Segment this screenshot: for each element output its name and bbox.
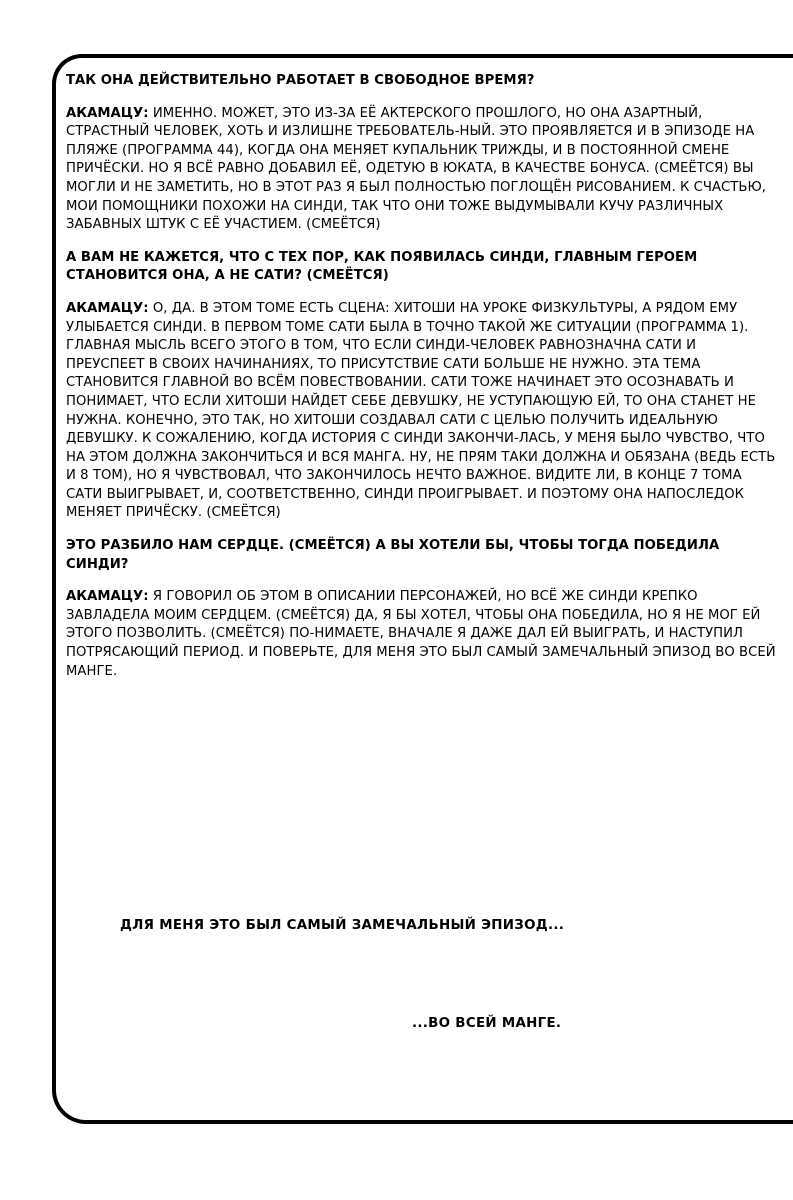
caption-first: ДЛЯ МЕНЯ ЭТО БЫЛ САМЫЙ ЗАМЕЧАЛЬНЫЙ ЭПИЗОД... <box>120 918 565 933</box>
answer-2 <box>66 300 778 523</box>
question-3: ЭТО РАЗБИЛО НАМ СЕРДЦЕ. (СМЕЁТСЯ) А ВЫ ХОТЕЛИ БЫ, ЧТОБЫ ТОГДА ПОБЕДИЛА СИНДИ? <box>66 538 720 572</box>
answer-3 <box>66 588 778 681</box>
answer-1-text: ИМЕННО. МОЖЕТ, ЭТО ИЗ-ЗА ЕЁ АКТЕРСКОГО ПРОШЛОГО, НО ОНА АЗАРТНЫЙ, СТРАСТНЫЙ ЧЕЛОВЕК, ХОТЬ И ИЗЛИШНЕ ТРЕБОВАТЕЛЬ-НЫЙ. ЭТО ПРОЯВЛЯЕТСЯ И В ЭПИЗОДЕ НА ПЛЯЖЕ (ПРОГРАММА 44), КОГДА ОНА МЕНЯЕТ КУПАЛЬНИК ТРИЖДЫ, И В ПОСТОЯННОЙ СМЕНЕ ПРИЧЁСКИ. НО Я ВСЁ РАВНО ДОБАВИЛ ЕЁ, ОДЕТУЮ В ЮКАТА, В КАЧЕСТВЕ БОНУСА. (СМЕЁТСЯ) ВЫ МОГЛИ И НЕ ЗАМЕТИТЬ, НО В ЭТОТ РАЗ Я БЫЛ ПОЛНОСТЬЮ ПОГЛОЩЁН РИСОВАНИЕМ. К СЧАСТЬЮ, МОИ ПОМОЩНИКИ ПОХОЖИ НА СИНДИ, ТАК ЧТО ОНИ ТОЖЕ ВЫДУМЫВАЛИ КУЧУ РАЗЛИЧНЫХ ЗАБАВНЫХ ШТУК С ЕЁ УЧАСТИЕМ. (СМЕЁТСЯ) <box>66 105 767 233</box>
speaker-label: АКАМАЦУ: <box>66 105 149 121</box>
answer-1 <box>66 105 778 235</box>
answer-2-text: О, ДА. В ЭТОМ ТОМЕ ЕСТЬ СЦЕНА: ХИТОШИ НА УРОКЕ ФИЗКУЛЬТУРЫ, А РЯДОМ ЕМУ УЛЫБАЕТСЯ СИНДИ. В ПЕРВОМ ТОМЕ САТИ БЫЛА В ТОЧНО ТАКОЙ ЖЕ СИТУАЦИИ (ПРОГРАММА 1). ГЛАВНАЯ МЫСЛЬ ВСЕГО ЭТОГО В ТОМ, ЧТО ЕСЛИ СИНДИ-ЧЕЛОВЕК РАВНОЗНАЧНА САТИ И ПРЕУСПЕЕТ В СВОИХ НАЧИНАНИЯХ, ТО ПРИСУТСТВИЕ САТИ БОЛЬШЕ НЕ НУЖНО. ЭТА ТЕМА СТАНОВИТСЯ ГЛАВНОЙ ВО ВСЁМ ПОВЕСТВОВАНИИ. САТИ ТОЖЕ НАЧИНАЕТ ЭТО ОСОЗНАВАТЬ И ПОНИМАЕТ, ЧТО ЕСЛИ ХИТОШИ НАЙДЕТ СЕБЕ ДЕВУШКУ, НЕ УСТУПАЮЩУЮ ЕЙ, ТО ОНА СТАНЕТ НЕ НУЖНА. КОНЕЧНО, ЭТО ТАК, НО ХИТОШИ СОЗДАВАЛ САТИ С ЦЕЛЬЮ ПОЛУЧИТЬ ИДЕАЛЬНУЮ ДЕВУШКУ. К СОЖАЛЕНИЮ, КОГДА ИСТОРИЯ С СИНДИ ЗАКОНЧИ-ЛАСЬ, У МЕНЯ БЫЛО ЧУВСТВО, ЧТО НА ЭТОМ ДОЛЖНА ЗАКОНЧИТЬСЯ И ВСЯ МАНГА. НУ, НЕ ПРЯМ ТАКИ ДОЛЖНА И ОБЯЗАНА (ВЕДЬ ЕСТЬ И 8 ТОМ), НО Я ЧУВСТВОВАЛ, ЧТО ЗАКОНЧИЛОСЬ НЕЧТО ВАЖНОЕ. ВИДИТЕ ЛИ, В КОНЦЕ 7 ТОМА САТИ ВЫИГРЫВАЕТ, И, СООТВЕТСТВЕННО, СИНДИ ПРОИГРЫВАЕТ. И ПОЭТОМУ ОНА НАПОСЛЕДОК МЕНЯЕТ ПРИЧЁСКУ. (СМЕЁТСЯ) <box>66 300 776 521</box>
speaker-label: АКАМАЦУ: <box>66 589 149 605</box>
question-2: А ВАМ НЕ КАЖЕТСЯ, ЧТО С ТЕХ ПОР, КАК ПОЯВИЛАСЬ СИНДИ, ГЛАВНЫМ ГЕРОЕМ СТАНОВИТСЯ ОНА, А НЕ САТИ? (СМЕЁТСЯ) <box>66 249 698 284</box>
speaker-label: АКАМАЦУ: <box>66 300 149 316</box>
answer-3-text: Я ГОВОРИЛ ОБ ЭТОМ В ОПИСАНИИ ПЕРСОНАЖЕЙ, НО ВСЁ ЖЕ СИНДИ КРЕПКО ЗАВЛАДЕЛА МОИМ СЕРДЦЕМ. (СМЕЁТСЯ) ДА, Я БЫ ХОТЕЛ, ЧТОБЫ ОНА ПОБЕДИЛА, НО Я НЕ МОГ ЕЙ ЭТОГО ПОЗВОЛИТЬ. (СМЕЁТСЯ) ПО-НИМАЕТЕ, ВНАЧАЛЕ Я ДАЖЕ ДАЛ ЕЙ ВЫИГРАТЬ, И НАСТУПИЛ ПОТРЯСАЮЩИЙ ПЕРИОД. И ПОВЕРЬТЕ, ДЛЯ МЕНЯ ЭТО БЫЛ САМЫЙ ЗАМЕЧАЛЬНЫЙ ЭПИЗОД ВО ВСЕЙ МАНГЕ. <box>66 589 776 679</box>
interview-text <box>66 72 778 695</box>
question-1: ТАК ОНА ДЕЙСТВИТЕЛЬНО РАБОТАЕТ В СВОБОДНОЕ ВРЕМЯ? <box>66 73 535 88</box>
caption-second: ...ВО ВСЕЙ МАНГЕ. <box>412 1016 562 1031</box>
